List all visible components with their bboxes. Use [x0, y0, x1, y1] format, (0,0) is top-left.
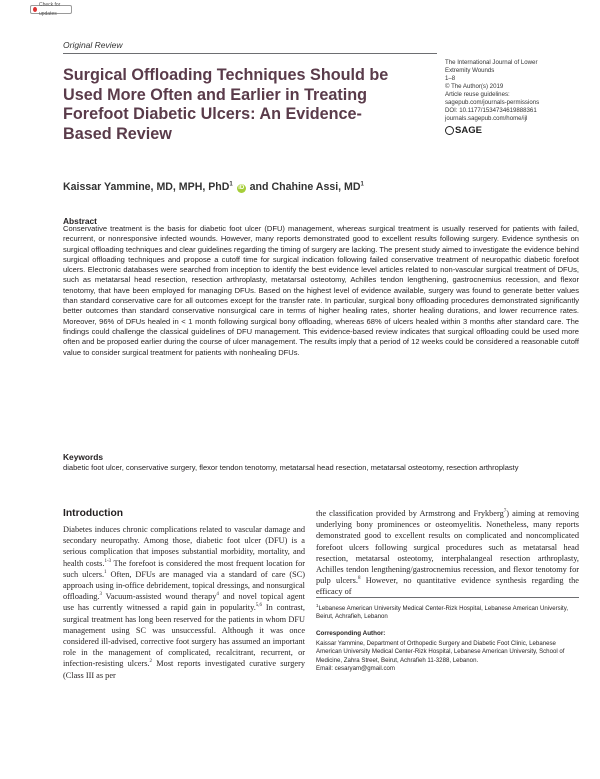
- introduction-paragraph: [63, 524, 305, 681]
- keywords-text: diabetic foot ulcer, conservative surgery, flexor tendon tenotomy, metatarsal head resection, metatarsal osteotomy, resection arthroplasty: [63, 463, 519, 472]
- check-for-updates-label: Check for updates: [38, 1, 61, 17]
- orcid-icon[interactable]: iD: [238, 185, 245, 191]
- introduction-continued-paragraph: [316, 508, 579, 598]
- author-2-name: Chahine Assi, MD: [271, 181, 361, 193]
- affiliation-marker: 1: [316, 603, 319, 608]
- citation[interactable]: 1-3: [104, 558, 112, 564]
- abstract-text: Conservative treatment is the basis for diabetic foot ulcer (DFU) management, whereas surgical treatment is usually reserved for patients with failed, recurrent, or nonresponsive infected wounds. However, many reports demonstrated good to excellent results following surgery. Evidence synthesis on surgical offloading techniques and clear guidelines regarding the timing of surgery are lacking. The present study aimed to investigate the evidence behind surgical offloading techniques and propose a cutoff time for surgical indication following failed conservative treatment of neuropathic diabetic forefoot ulcers. Electronic databases were searched from inception to identify the best evidence level articles related to non-vascular surgical treatment of DFUs, such as metatarsal head resection, resection arthroplasty, metatarsal osteotomy, Achilles tendon lengthening, gastrocnemius recession, and flexor tenotomy, that have been employed for managing DFUs. Based on the highest level of evidence available, surgery was found to generate better values than standard conservative care for all outcomes except for the transfer rate. In particular, surgical bony offloading procedures demonstrated significantly better outcomes than standard conservative nonsurgical care in terms of higher healing rates, shorter healing durations, and lower recurrence rates. Moreover, 96% of DFUs healed in < 1 month following surgical bony offloading, whereas 68% of ulcers healed within 3 months after standard care. The findings could challenge the classical guidelines of DFU management. This evidence-based review indicates that surgical offloading could be used more often and be proposed earlier during the course of ulcer management. The results imply that a period of 12 weeks could be considered a reasonable cutoff value to consider surgical treatment for patients with nonhealing DFUs.: [63, 224, 579, 357]
- footnote-divider: [316, 597, 579, 598]
- journal-info: [445, 59, 585, 123]
- citation[interactable]: 1: [104, 570, 107, 576]
- sage-mark-icon: [445, 126, 454, 135]
- affiliation-footnote: [316, 602, 579, 622]
- journal-info-line: Article reuse guidelines:: [445, 91, 510, 99]
- intro-text: The forefoot is considered the most frequent location for such ulcers.: [63, 558, 305, 579]
- check-for-updates-badge[interactable]: [30, 1, 72, 17]
- article-type-label: Original Review: [63, 40, 123, 50]
- corresponding-author-email[interactable]: Email: cesaryam@gmail.com: [316, 665, 395, 673]
- intro-text: ) aiming at removing underlying bony prominences or osteomyelitis. Nonetheless, many reports demonstrated good to excellent results on complicated and noncomplicated forefoot ulcers following surgical procedures such as metatarsal head resection, metatarsal osteotomy, interphalangeal resection arthroplasty, Achilles tendon lengthening/gastrocnemius recession, and flexor tenotomy for pulp ulcers.: [316, 509, 579, 586]
- intro-text: Often, DFUs are managed via a standard of care (SC) approach using in-office debridement, topical dressings, and nonsurgical offloading.: [63, 569, 305, 602]
- intro-text: In contrast, surgical treatment has long been reserved for the patients in whom DFU management using SC was unsuccessful. Although it was once considered ill-advised, corrective foot surgery has assumed an important role in the management of complicated, recalcitrant, recurrent, or infection-resisting ulcers.: [63, 603, 305, 669]
- update-icon: [33, 7, 37, 12]
- abstract-heading: Abstract: [63, 216, 97, 226]
- author-1-affiliation: 1: [229, 181, 233, 188]
- corresponding-author-details: [316, 640, 579, 674]
- citation[interactable]: 4: [216, 592, 219, 598]
- citation[interactable]: 8: [357, 576, 361, 582]
- corresponding-author-address: Kaissar Yammine, Department of Orthopedic Surgery and Diabetic Foot Clinic, Lebanese American University Medical Center-Rizk Hospital, Lebanese American University, School of Medicine, Zahra Street, Beirut, Achrafieh 11-3288, Lebanon.: [316, 640, 565, 664]
- journal-info-line: The International Journal of Lower: [445, 59, 538, 66]
- journal-url-line[interactable]: journals.sagepub.com/home/ijl: [445, 115, 528, 123]
- sage-logo: [445, 125, 482, 136]
- journal-info-line: Extremity Wounds: [445, 67, 495, 75]
- journal-info-line[interactable]: sagepub.com/journals-permissions: [445, 99, 540, 107]
- citation[interactable]: 5,6: [255, 603, 263, 609]
- intro-text: the classification provided by Armstrong and Frykberg: [316, 509, 504, 518]
- intro-text: Diabetes induces chronic complications related to vascular damage and secondary neuropathy. Among those, diabetic foot ulcer (DFU) is a serious complication that imposes substantial morbidity, mortality, and health costs.: [63, 525, 305, 568]
- citation[interactable]: 2: [149, 659, 153, 665]
- affiliation-text: Lebanese American University Medical Center-Rizk Hospital, Lebanese American University, Beirut, Achrafieh, Lebanon: [316, 605, 569, 621]
- author-line: [63, 181, 364, 193]
- author-2-affiliation: 1: [360, 181, 364, 188]
- intro-text: However, no quantitative evidence synthesis regarding the efficacy of: [316, 576, 579, 597]
- intro-text: Vacuum-assisted wound therapy: [102, 592, 217, 602]
- corresponding-author-heading: Corresponding Author:: [316, 630, 386, 637]
- intro-text: Most reports investigated curative surgery (Class III as per: [63, 659, 306, 680]
- keywords-heading: Keywords: [63, 452, 104, 462]
- sage-logo-text: SAGE: [455, 125, 482, 136]
- journal-info-line: © The Author(s) 2019: [445, 83, 504, 91]
- article-title: Surgical Offloading Techniques Should be Used More Often and Earlier in Treating Forefoot Diabetic Ulcers: An Evidence-Based Review: [63, 66, 389, 143]
- header-divider: [63, 53, 437, 54]
- author-1-name: Kaissar Yammine, MD, MPH, PhD: [63, 181, 230, 193]
- citation[interactable]: 3: [99, 592, 102, 598]
- introduction-heading: Introduction: [63, 508, 124, 519]
- intro-text: and novel topical agent use has currently witnessed a rapid gain in popularity.: [63, 592, 305, 613]
- doi-line[interactable]: DOI: 10.1177/1534734619888361: [445, 107, 537, 115]
- author-connector: and: [246, 181, 272, 193]
- citation[interactable]: 7: [503, 509, 507, 515]
- journal-info-line: 1–8: [445, 75, 456, 83]
